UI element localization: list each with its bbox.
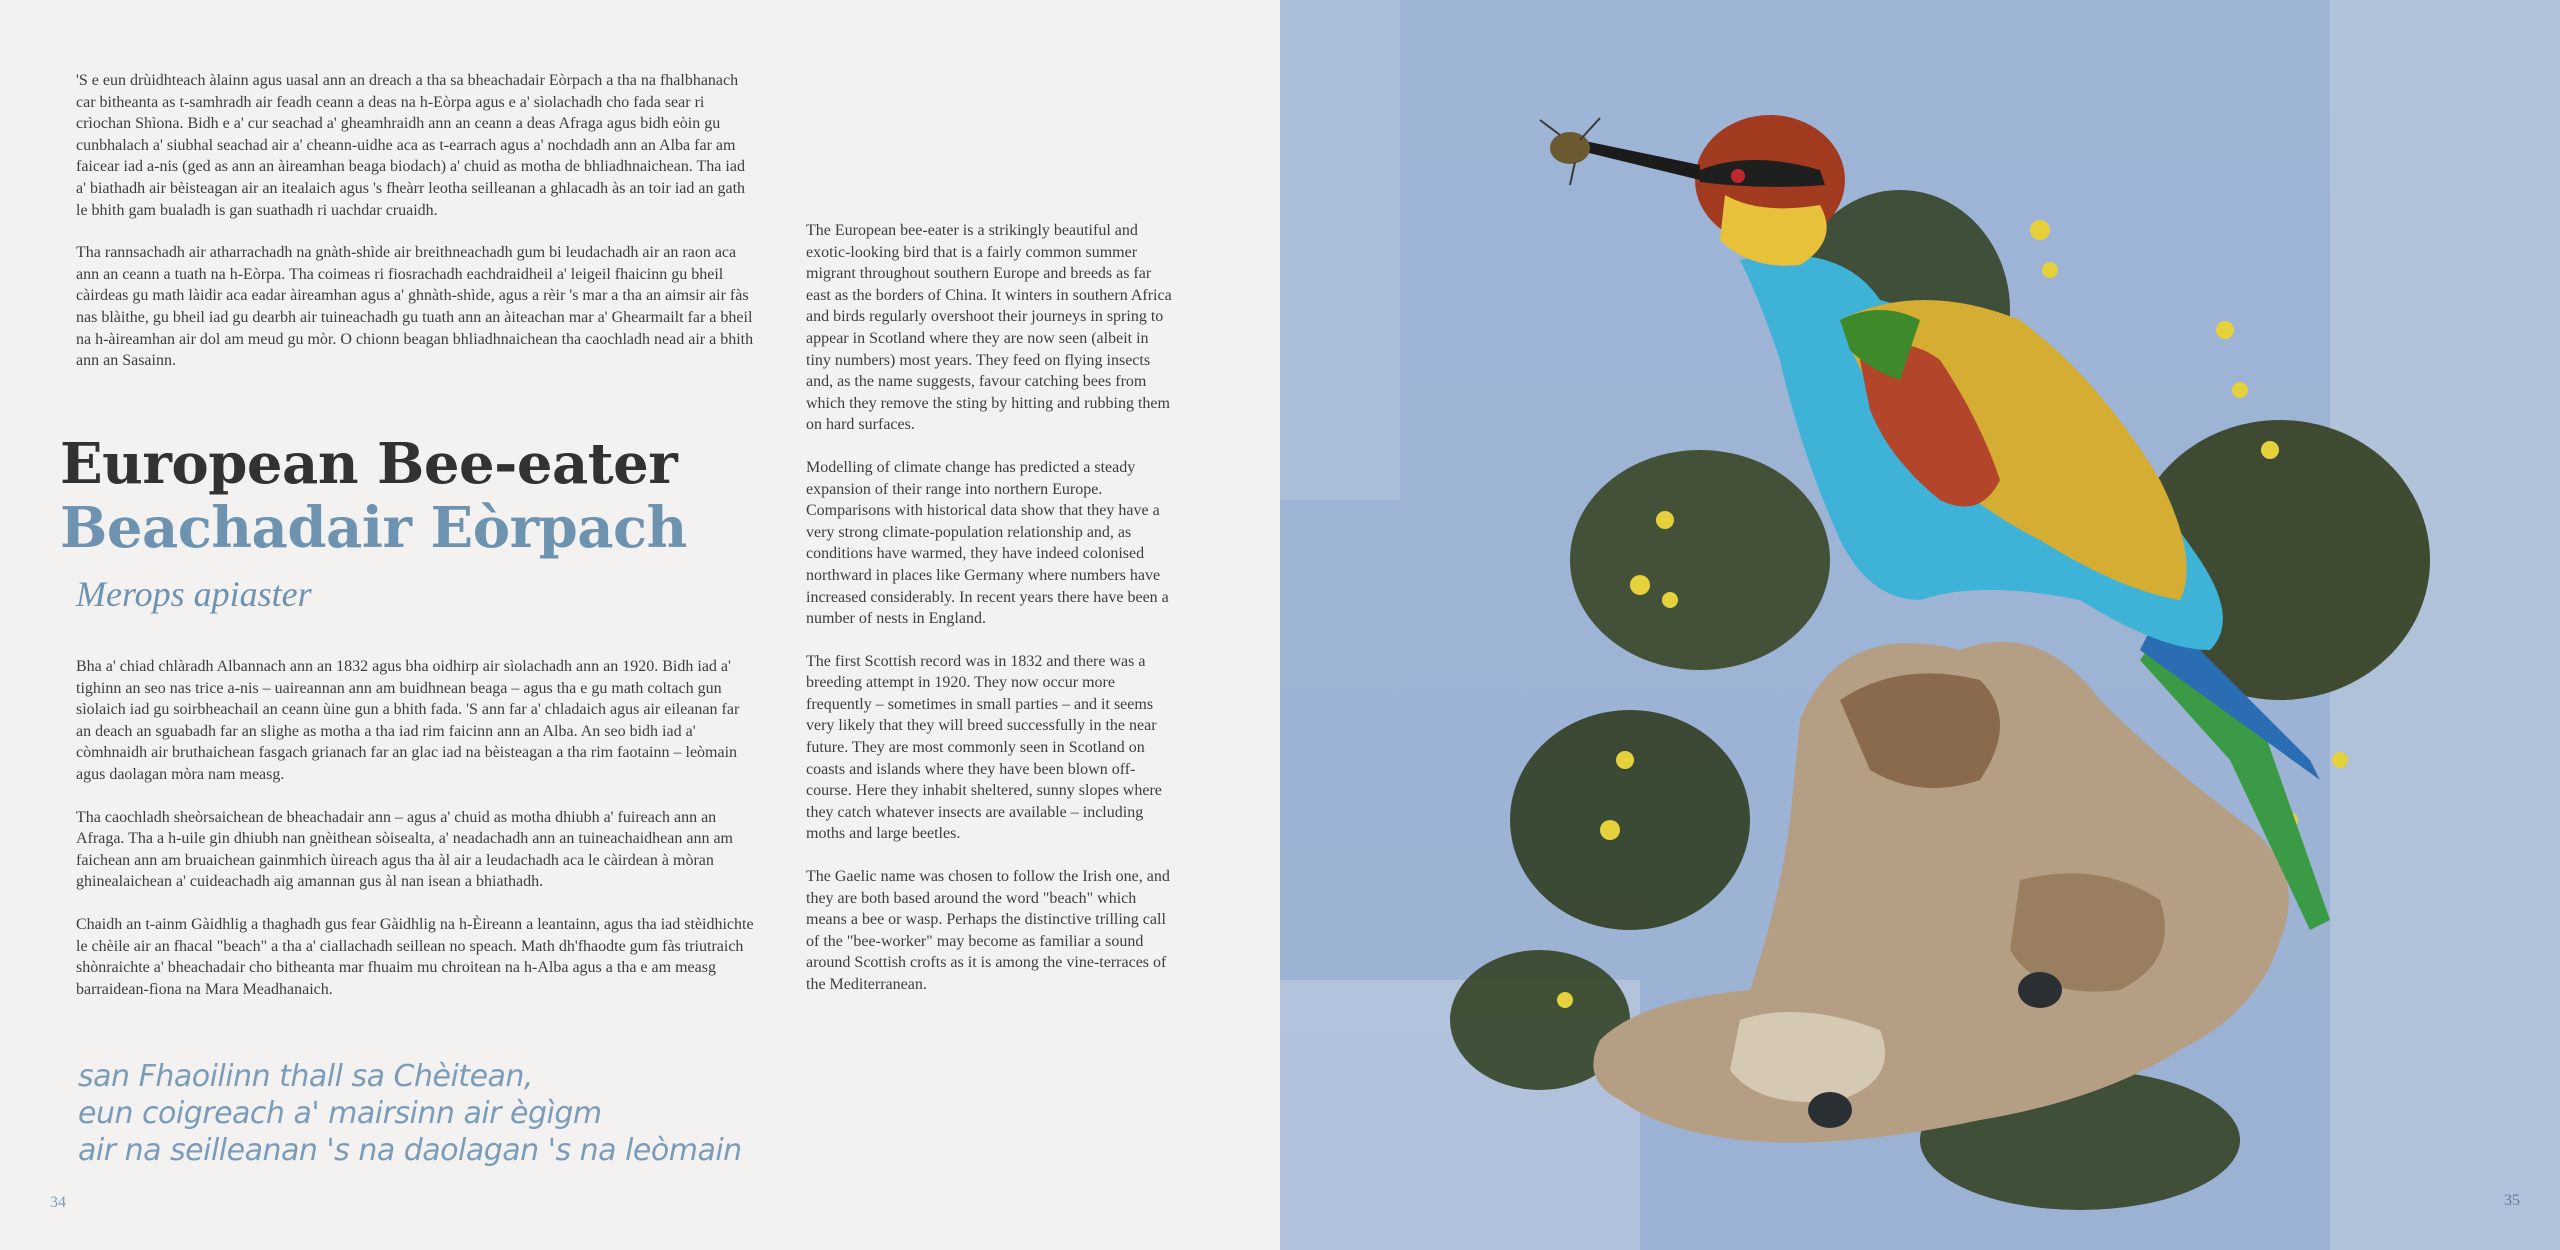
gaelic-climate-paragraph: Tha rannsachadh air atharrachadh na gnàth-shìde air breithneachadh gum bi leudachadh air an raon aca ann an ceann a tuath na h-Eòrpa. Tha coimeas ri fiosrachadh eachdraidheil a' leigeil fhaicinn gu bheil càirdeas gu math làidir aca eadar àireamhan agus a' ghnàth-shìde, agus a rèir 's mar a tha an aimsir air fàs nas blàithe, gu bheil iad gu dearbh air tuineachadh gu tuath ann an àiteachan mar a' Ghearmailt far a bheil na h-àireamhan air dol am meud gu mòr. O chionn beagan bhliadhnaichean tha caochladh nead air a bhith ann an Sasainn. bbox=[76, 244, 754, 370]
english-intro-paragraph: The European bee-eater is a strikingly beautiful and exotic-looking bird that is a fairly common summer migrant throughout southern Europe and breeds as far east as the borders of China. It winters in southern Africa and birds regularly overshoot their journeys in spring to appear in Scotland where they are now seen (albeit in tiny numbers) most years. They feed on flying insects and, as the name suggests, favour catching bees from which they remove the sting by hitting and rubbing them on hard surfaces. bbox=[806, 222, 1172, 434]
gaelic-intro-paragraph: 'S e eun drùidhteach àlainn agus uasal ann an dreach a tha sa bheachadair Eòrpach a tha na fhalbhanach car bitheanta as t-samhradh air feadh ceann a deas na h-Eòrpa agus e a' sìolachadh cho fada sear ri crìochan Shìona. Bidh e a' cur seachad a' gheamhraidh ann an ceann a deas Afraga agus bidh eòin gu cunbhalach a' siubhal seachad air a' cheann-uidhe aca as t-earrach agus a' nochdadh ann an Alba far am faicear iad a-nis (ged as ann an àireamhan beaga biodach) a' chuid as motha de bhliadhnaichean. Tha iad a' biathadh air bèisteagan air an itealaich agus 's fheàrr leotha seilleanan a ghlacadh às an toir iad an gath le bhith gam bualadh is gan suathadh ri uachdar cruaidh. bbox=[76, 72, 746, 219]
species-title-block bbox=[60, 432, 687, 616]
title-latin: Merops apiaster bbox=[76, 574, 312, 614]
page-number-left: 34 bbox=[50, 1194, 66, 1211]
poem bbox=[78, 1058, 742, 1169]
right-page bbox=[1280, 0, 2560, 1250]
english-column bbox=[806, 220, 1176, 1017]
poem-line: air na seilleanan 's na daolagan 's na leòmain bbox=[78, 1133, 742, 1168]
gaelic-record-paragraph: Bha a' chiad chlàradh Albannach ann an 1832 agus bha oidhirp air sìolachadh ann an 1920. Bidh iad a' tighinn an seo nas trice a-nis – uaireannan ann am buidhnean beaga – agus tha e gu math coltach gun sìolaich iad gu soirbheachail an ceann ùine gun a bhith fada. 'S ann far a' chladaich agus air eileanan far an deach an sguabadh far an slighe as motha a tha iad rim faicinn ann an Alba. An seo bidh iad a' còmhnaidh air bruthaichean fasgach grianach far an glac iad na bèisteagan a tha rim faotainn – leòmain agus daolagan mòra nam measg. bbox=[76, 658, 740, 783]
page-number-right: 35 bbox=[2504, 1192, 2520, 1209]
poem-line: san Fhaoilinn thall sa Chèitean, bbox=[78, 1059, 533, 1094]
poem-line: eun coigreach a' mairsinn air ègìgm bbox=[78, 1096, 602, 1131]
gaelic-body-column bbox=[76, 656, 756, 1021]
title-english: European Bee-eater bbox=[60, 431, 678, 497]
gaelic-intro-column bbox=[76, 70, 756, 393]
english-climate-paragraph: Modelling of climate change has predicted a steady expansion of their range into northern Europe. Comparisons with historical data show that they have a very strong climate-population relationship and, as conditions have warmed, they have indeed colonised northward in places like Germany where numbers have increased considerably. In recent years there have been a number of nests in England. bbox=[806, 458, 1169, 628]
gaelic-name-paragraph: Chaidh an t-ainm Gàidhlig a thaghadh gus fear Gàidhlig na h-Èireann a leantainn, agus tha iad stèidhichte le chèile air an fhacal "beach" a tha a' ciallachadh seillean no speach. Math dh'fhaodte gum fàs triutraich shònraichte a' bheachadair cho bitheanta mar fhuaim mu chroitean na h-Alba agus a tha e am measg barraidean-fìona na Mara Meadhanaich. bbox=[76, 915, 754, 998]
bee-eater-illustration bbox=[1280, 0, 2560, 1250]
gaelic-species-paragraph: Tha caochladh sheòrsaichean de bheachadair ann – agus a' chuid as motha dhiubh a' fuireach ann an Afraga. Tha a h-uile gin dhiubh nan gnèithean sòisealta, a' neadachadh ann an tuineachaidhean ann am faichean ann am bruaichean gainmhich ùireach agus tha àl air a leudachadh aca le càirdean à mòran ghinealaichean a' cuideachadh aig amannan gus àl nan isean a bhiathadh. bbox=[76, 808, 733, 891]
title-gaelic: Beachadair Eòrpach bbox=[60, 495, 687, 561]
english-name-paragraph: The Gaelic name was chosen to follow the Irish one, and they are both based around the word "beach" which means a bee or wasp. Perhaps the distinctive trilling call of the "bee-worker" may become as familiar a sound around Scottish crofts as it is among the vine-terraces of the Mediterranean. bbox=[806, 868, 1170, 993]
english-record-paragraph: The first Scottish record was in 1832 and there was a breeding attempt in 1920. They now occur more frequently – sometimes in small parties – and it seems very likely that they will breed successfully in the near future. They are most commonly seen in Scotland on coasts and islands where they have been blown off-course. Here they inhabit sheltered, sunny slopes where they catch whatever insects are available – including moths and large beetles. bbox=[806, 652, 1162, 843]
